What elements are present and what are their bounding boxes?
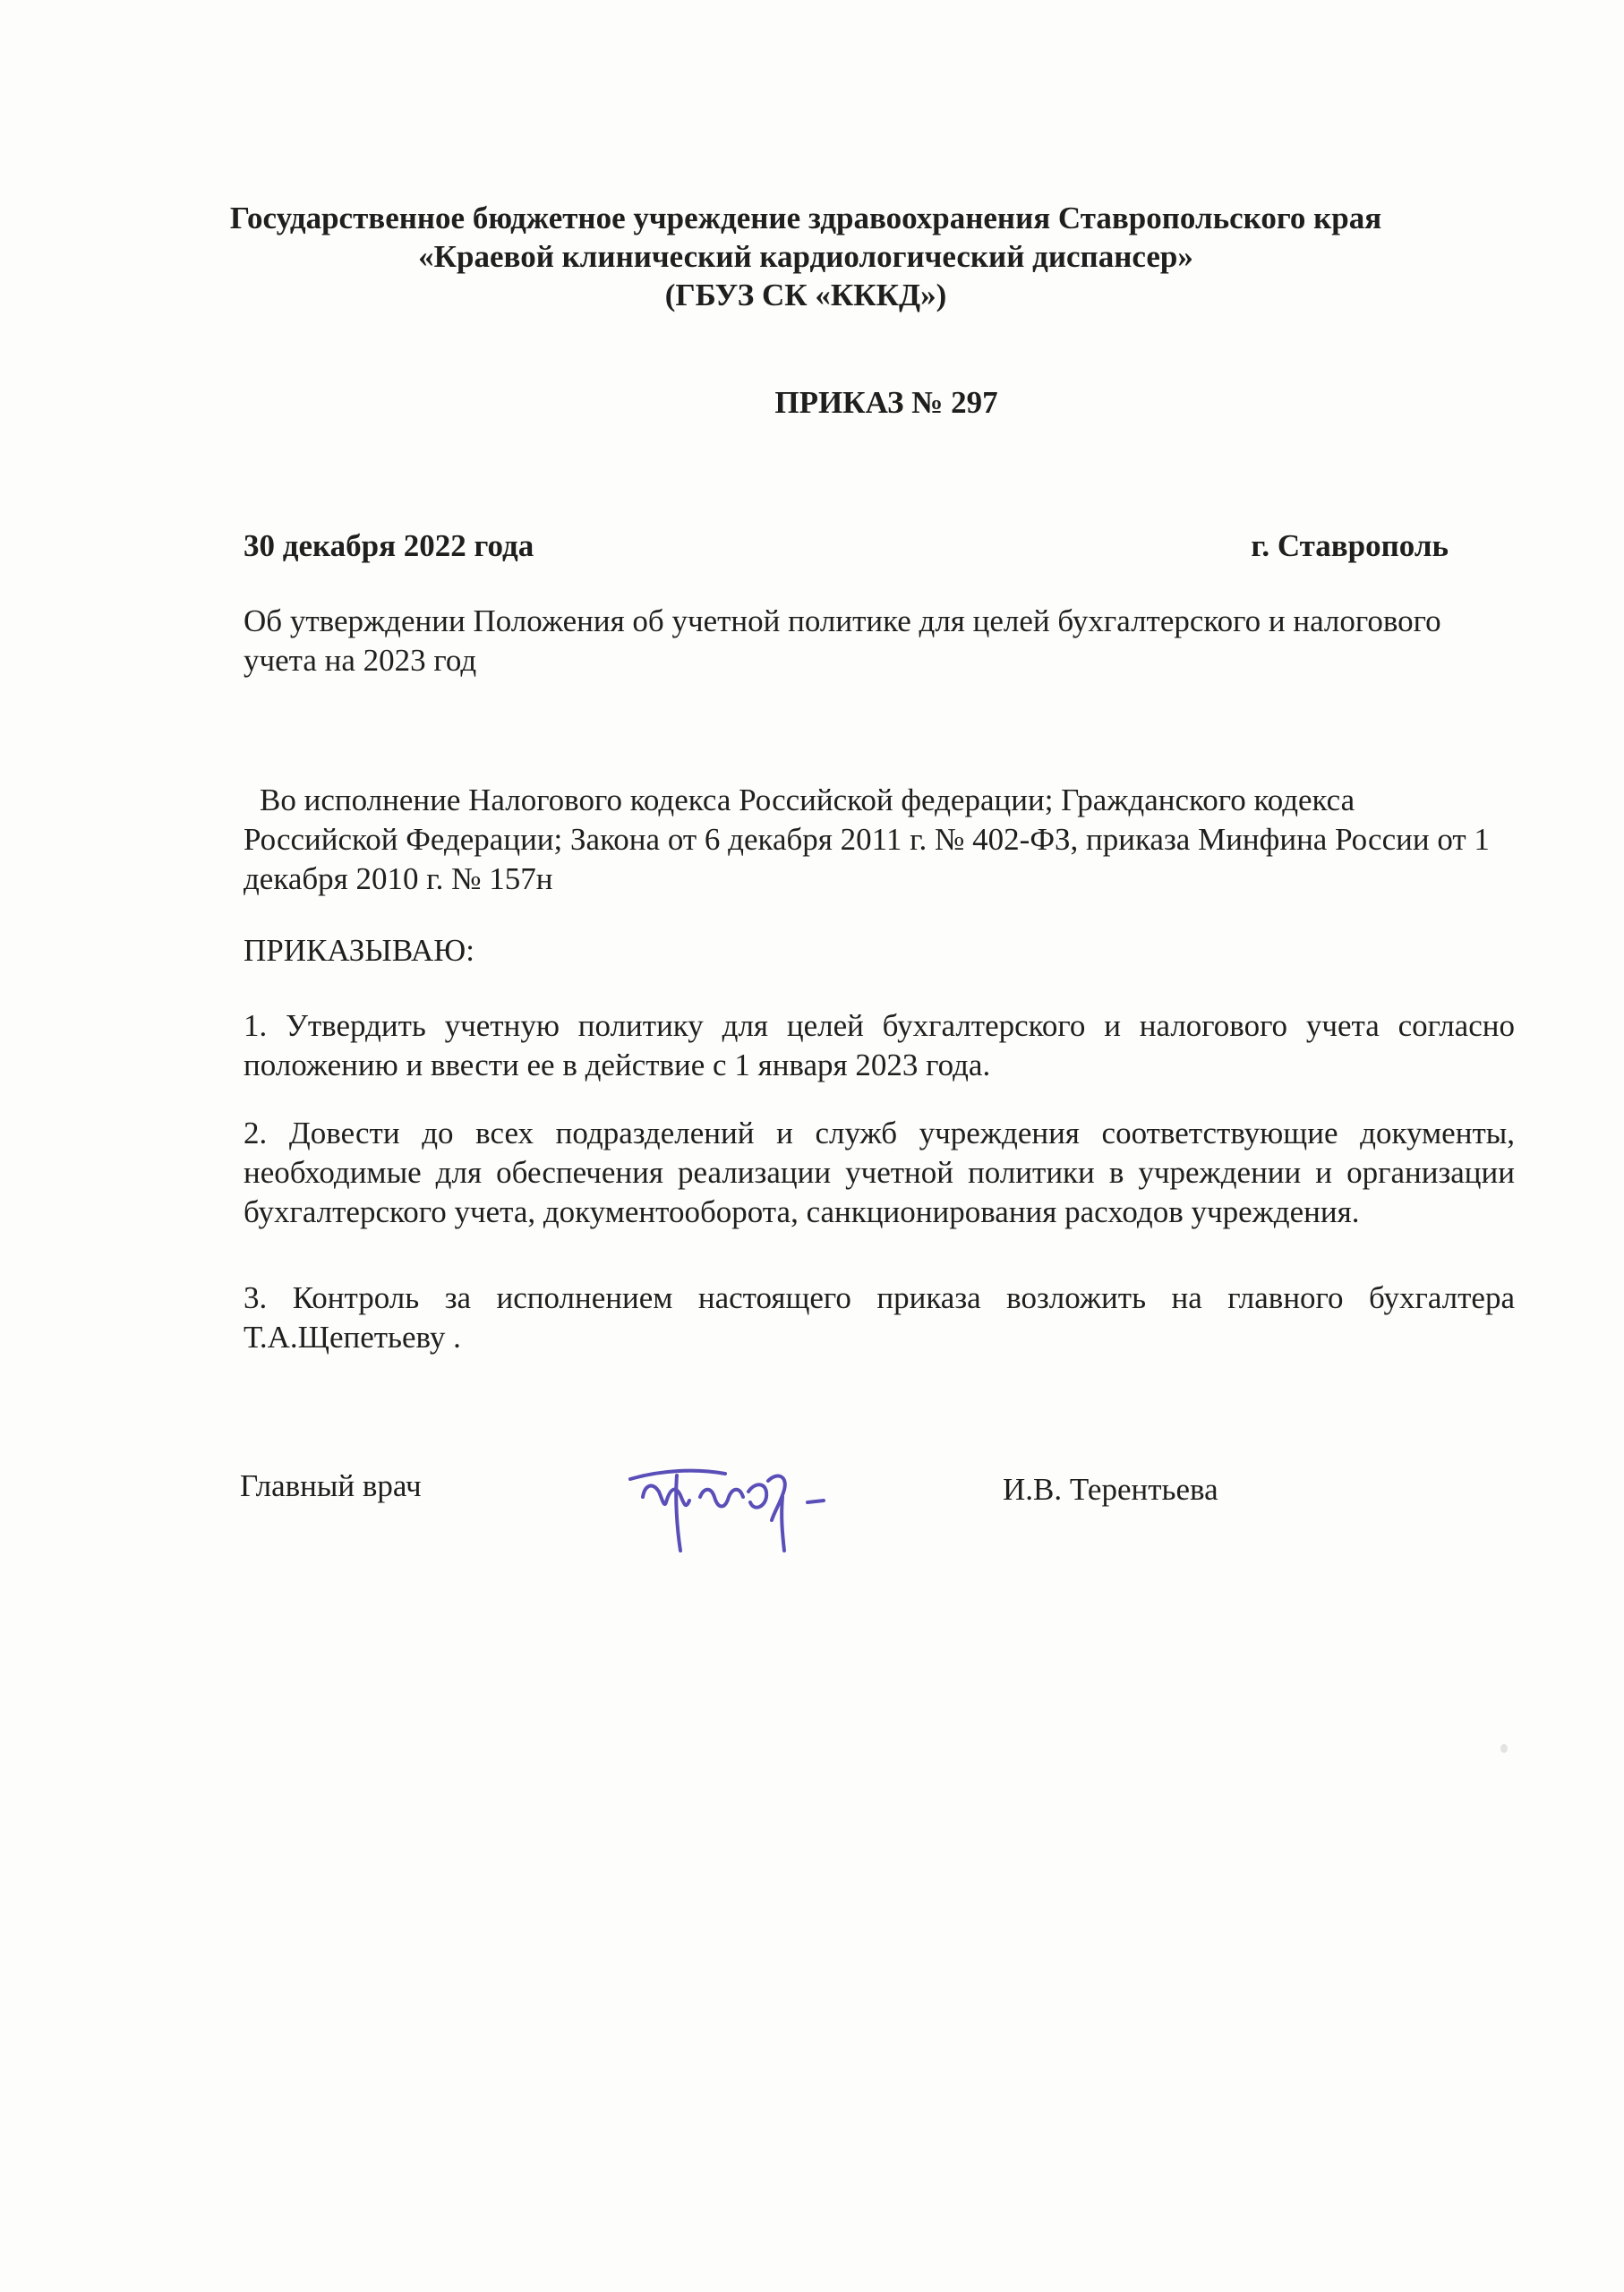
order-item-2: 2. Довести до всех подразделений и служб учреждения соответствующие документы, необходимые для обеспечения реализации учетной политики в учреждении и организации бухгалтерского учета, документооборота, санкционирования расходов учреждения. — [244, 1116, 1515, 1229]
order-directive: ПРИКАЗЫВАЮ: — [244, 933, 474, 968]
order-item-1: 1. Утвердить учетную политику для целей бухгалтерского и налогового учета согласно положению и ввести ее в действие с 1 января 2023 года. — [244, 1008, 1515, 1082]
signature-row — [240, 1467, 1404, 1574]
signer-position: Главный врач — [240, 1468, 422, 1503]
order-city: г. Ставрополь — [1251, 528, 1449, 563]
header-line-3: (ГБУЗ СК «КККД») — [664, 278, 947, 312]
order-subject: Об утверждении Положения об учетной политике для целей бухгалтерского и налогового учета на 2023 год — [244, 603, 1441, 678]
order-title: ПРИКАЗ № 297 — [774, 385, 998, 420]
header-line-2: «Краевой клинический кардиологический диспансер» — [418, 239, 1193, 274]
signer-name: И.В. Терентьева — [1003, 1472, 1218, 1507]
header-line-1: Государственное бюджетное учреждение здравоохранения Ставропольского края — [229, 201, 1382, 235]
scan-speck — [1500, 1744, 1508, 1753]
handwritten-signature — [625, 1445, 849, 1561]
order-basis: Во исполнение Налогового кодекса Российской федерации; Гражданского кодекса Российской Федерации; Закона от 6 декабря 2011 г. № 402-ФЗ, приказа Минфина России от 1 декабря 2010 г. № 157н — [244, 783, 1490, 896]
institution-header — [179, 199, 1432, 314]
order-item-3: 3. Контроль за исполнением настоящего приказа возложить на главного бухгалтера Т.А.Щепетьеву . — [244, 1280, 1515, 1355]
order-date: 30 декабря 2022 года — [244, 528, 534, 563]
